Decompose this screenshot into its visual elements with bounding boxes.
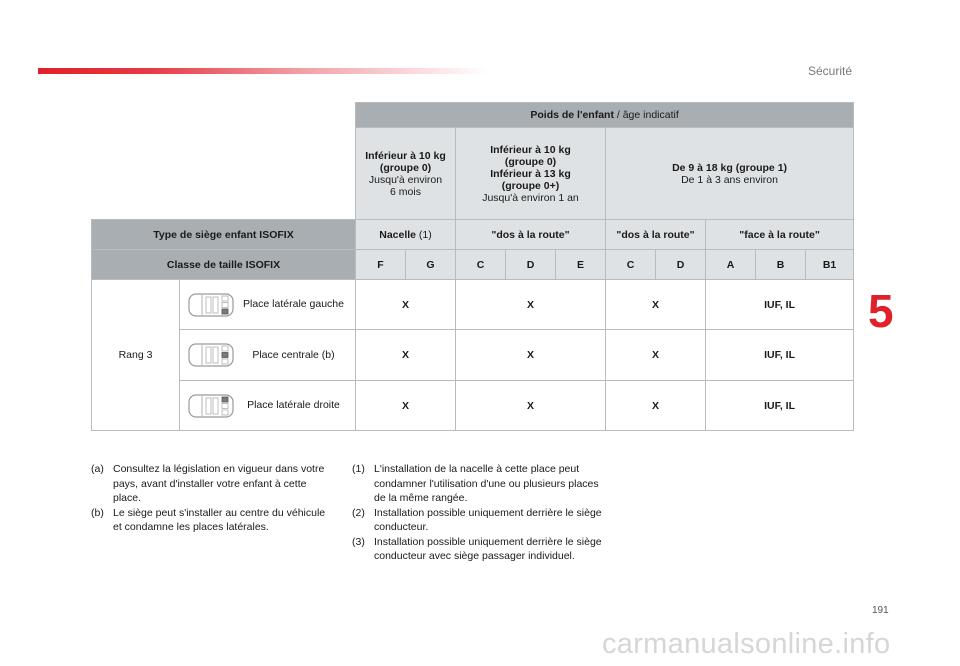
watermark: carmanualsonline.info (602, 628, 891, 660)
class-cell: C (606, 250, 656, 280)
footnote: (b) Le siège peut s'installer au centre du véhicule et condamne les places latérales. (91, 506, 326, 533)
footnote: (3) Installation possible uniquement derrière le siège conducteur avec siège passager individuel. (352, 535, 602, 562)
class-cell: G (406, 250, 456, 280)
class-cell: C (456, 250, 506, 280)
compat-cell: X (606, 280, 706, 330)
chapter-number: 5 (868, 285, 894, 337)
header-accent-bar (38, 68, 488, 74)
compat-cell: X (456, 280, 606, 330)
class-cell: D (656, 250, 706, 280)
compat-cell: IUF, IL (706, 381, 854, 431)
group-cell: Inférieur à 10 kg (groupe 0) Jusqu'à environ 6 mois (356, 128, 456, 220)
compat-cell: X (606, 381, 706, 431)
compat-cell: IUF, IL (706, 280, 854, 330)
seat-position: Place latérale gauche (180, 280, 356, 330)
group-cell: Inférieur à 10 kg (groupe 0) Inférieur à 13 kg (groupe 0+) Jusqu'à environ 1 an (456, 128, 606, 220)
car-seat-center-icon (186, 341, 236, 369)
type-cell: "face à la route" (706, 220, 854, 250)
compat-cell: X (606, 330, 706, 381)
compat-cell: X (356, 381, 456, 431)
class-cell: E (556, 250, 606, 280)
type-label: Type de siège enfant ISOFIX (92, 220, 356, 250)
class-cell: A (706, 250, 756, 280)
seat-position: Place centrale (b) (180, 330, 356, 381)
seat-position: Place latérale droite (180, 381, 356, 431)
type-cell: "dos à la route" (456, 220, 606, 250)
table-row (92, 330, 854, 381)
section-title: Sécurité (807, 64, 852, 78)
class-cell: B (756, 250, 806, 280)
class-cell: D (506, 250, 556, 280)
footnote: (2) Installation possible uniquement derrière le siège conducteur. (352, 506, 602, 533)
class-cell: F (356, 250, 406, 280)
page-number: 191 (872, 605, 889, 616)
class-cell: B1 (806, 250, 854, 280)
table-row (92, 381, 854, 431)
class-row (92, 250, 854, 280)
footnotes-left (91, 462, 331, 535)
rank-label: Rang 3 (92, 280, 180, 431)
class-label: Classe de taille ISOFIX (92, 250, 356, 280)
type-cell: Nacelle (1) (356, 220, 456, 250)
type-row (92, 220, 854, 250)
car-seat-right-icon (186, 392, 236, 420)
table-row (92, 280, 854, 330)
footnotes-right (352, 462, 602, 564)
weight-header: Poids de l'enfant / âge indicatif (356, 103, 854, 128)
compat-cell: X (356, 330, 456, 381)
car-seat-left-icon (186, 291, 236, 319)
group-cell: De 9 à 18 kg (groupe 1) De 1 à 3 ans environ (606, 128, 854, 220)
type-cell: "dos à la route" (606, 220, 706, 250)
groups-row (92, 128, 854, 220)
weight-header-row (92, 103, 854, 128)
compat-cell: X (356, 280, 456, 330)
compat-cell: IUF, IL (706, 330, 854, 381)
isofix-table (91, 102, 854, 431)
compat-cell: X (456, 330, 606, 381)
footnote: (1) L'installation de la nacelle à cette place peut condamner l'utilisation d'une ou plusieurs places de la même rangée. (352, 463, 599, 504)
compat-cell: X (456, 381, 606, 431)
footnote: (a) Consultez la législation en vigueur dans votre pays, avant d'installer votre enfant à cette place. (91, 463, 325, 504)
